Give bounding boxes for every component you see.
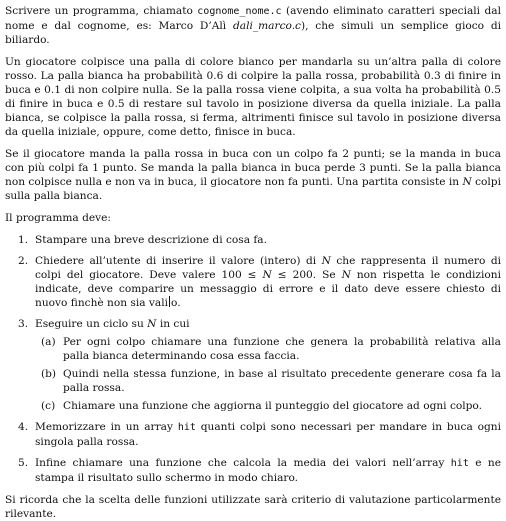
text-cursor bbox=[169, 296, 170, 307]
example-filename: dali_marco.c bbox=[232, 20, 301, 32]
item-number: 3. bbox=[18, 318, 29, 330]
sub-list-item bbox=[35, 399, 501, 413]
sub-list-item bbox=[35, 335, 501, 363]
list-item bbox=[5, 233, 501, 247]
item-number: 5. bbox=[18, 457, 29, 469]
item-text: Infine chiamare una funzione che calcola la media dei valori nell’array bbox=[35, 457, 451, 469]
requirements-list bbox=[5, 233, 501, 485]
sub-list-item bbox=[35, 367, 501, 395]
closing-note: Si ricorda che la scelta delle funzioni utilizzate sarà criterio di valutazione particolarmente rilevante. bbox=[5, 494, 501, 520]
filename-code: cognome_nome.c bbox=[197, 6, 282, 17]
item-text: o. bbox=[171, 297, 181, 309]
scoring-text: Se il giocatore manda la palla rossa in buca con un colpo fa 2 punti; se la manda in buca con più colpi fa 1 punto. Se manda la palla bianca in buca perde 3 punti. Se la palla bianca non colpisce nulla e non va in buca, il giocatore non fa punti. Una partita consiste in bbox=[5, 148, 501, 188]
intro-text-2: (avendo eliminato caratteri speciali dal nome e dal cognome, es: Marco D’Alì bbox=[5, 5, 501, 32]
sub-item-label: (c) bbox=[41, 400, 56, 412]
item-text: Memorizzare in un array bbox=[35, 421, 178, 433]
sub-item-text: Per ogni colpo chiamare una funzione che genera la probabilità relativa alla palla bianca determinando cosa essa faccia. bbox=[63, 336, 501, 362]
item-text: in cui bbox=[156, 318, 190, 330]
sub-item-label: (b) bbox=[41, 368, 57, 380]
intro-text: Scrivere un programma, chiamato bbox=[5, 5, 198, 17]
item-number: 4. bbox=[18, 421, 29, 433]
list-item bbox=[5, 420, 501, 449]
intro-text-3: ), che simuli un semplice gioco di biliardo. bbox=[5, 20, 501, 46]
item-text: non rispetta le condizioni indicate, deve comparire un messaggio di errore e il dato deve essere chiesto di nuovo finchè non sia vali bbox=[35, 269, 501, 309]
hit-array-code: hit bbox=[450, 458, 469, 469]
intro-paragraph bbox=[5, 4, 501, 47]
sub-item-text: Chiamare una funzione che aggiorna il punteggio del giocatore ad ogni colpo. bbox=[63, 400, 482, 412]
scoring-paragraph bbox=[5, 147, 501, 203]
item-number: 1. bbox=[18, 234, 29, 246]
item-text: ≤ 200. Se bbox=[271, 269, 342, 281]
hit-array-code: hit bbox=[177, 422, 196, 433]
requirements-title: Il programma deve: bbox=[5, 212, 111, 224]
scoring-text-2: colpi sulla palla bianca. bbox=[5, 176, 501, 202]
list-item bbox=[5, 254, 501, 310]
sub-item-label: (a) bbox=[41, 336, 56, 348]
sub-item-text: Quindi nella stessa funzione, in base al risultato precedente generare cosa fa la palla rossa. bbox=[63, 368, 501, 394]
item-text: quanti colpi sono necessari per mandare in buca ogni singola palla rossa. bbox=[35, 421, 501, 448]
list-item bbox=[5, 456, 501, 485]
list-item bbox=[5, 317, 501, 413]
n-variable: N bbox=[462, 176, 472, 188]
item-number: 2. bbox=[18, 255, 29, 267]
item-text: Eseguire un ciclo su bbox=[35, 318, 148, 330]
n-variable: N bbox=[341, 269, 351, 281]
item-text: Stampare una breve descrizione di cosa fa. bbox=[35, 234, 267, 246]
game-rules-paragraph: Un giocatore colpisce una palla di colore bianco per mandarla su un’altra palla di colore rosso. La palla bianca ha probabilità 0.6 di colpire la palla rossa, probabilità 0.3 di finire in buca e 0.1 di non colpire nulla. Se la palla rossa viene colpita, a sua volta ha probabilità 0.5 di finire in buca e 0.5 di restare sul tavolo in posizione diversa da quella iniziale. La palla bianca, se colpisce la palla rossa, si ferma, altrimenti finisce sul tavolo in posizione diversa da quella iniziale, oppure, come detto, finisce in buca. bbox=[5, 56, 501, 138]
n-variable: N bbox=[147, 318, 157, 330]
sub-list bbox=[35, 335, 501, 413]
item-text: che rappresenta il numero di colpi del giocatore. Deve valere 100 ≤ bbox=[35, 255, 501, 281]
item-text: e ne stampa il risultato sullo schermo in modo chiaro. bbox=[35, 457, 501, 484]
n-variable: N bbox=[262, 269, 272, 281]
n-variable: N bbox=[321, 255, 331, 267]
item-text: Chiedere all’utente di inserire il valore (intero) di bbox=[35, 255, 322, 267]
